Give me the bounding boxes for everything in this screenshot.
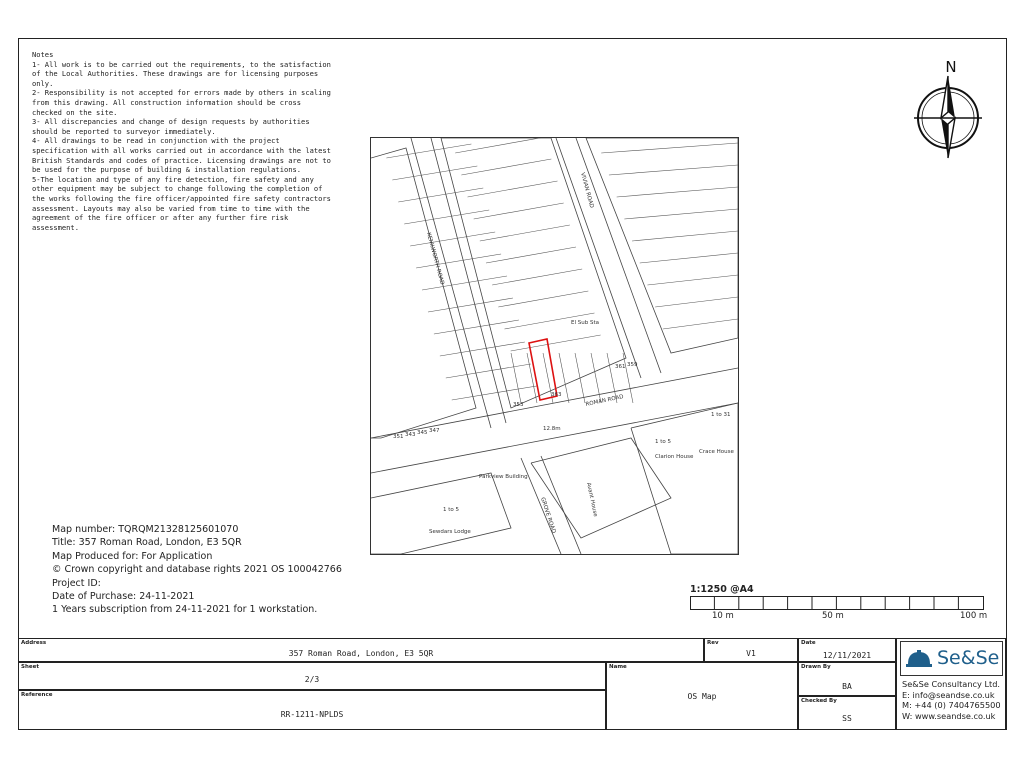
scale-ratio: 1:1250 @A4 xyxy=(690,584,754,595)
label-number: 353 xyxy=(513,402,524,408)
address-label: Address xyxy=(21,640,47,646)
scale-label-50m: 50 m xyxy=(822,611,844,621)
scale-label-100m: 100 m xyxy=(960,611,988,621)
label-number: 345 xyxy=(417,430,428,436)
label-number: 361 xyxy=(615,364,626,370)
project-id: Project ID: xyxy=(52,577,101,589)
map-info-block xyxy=(52,523,342,617)
company-phone: M: +44 (0) 7404765500 xyxy=(902,700,1001,710)
date-label: Date xyxy=(801,640,816,646)
note-5: 5-The location and type of any fire detection, fire safety and any other equipment may be subject to change following the completion of the works following the fire officer/appointed fire safety contractors assessment. Layouts may also be varied from time to time with the agreement of the fire officer or after any further fire risk assessment. xyxy=(32,174,331,232)
reference-label: Reference xyxy=(21,692,53,698)
notes-heading: Notes xyxy=(32,50,54,59)
label-level: 12.8m xyxy=(543,426,561,432)
north-arrow-icon xyxy=(908,56,988,160)
address-value: 357 Roman Road, London, E3 5QR xyxy=(288,649,434,658)
map-produced-for: Map Produced for: For Application xyxy=(52,550,213,562)
label-clarion-house: Clarion House xyxy=(655,454,694,460)
label-number: 343 xyxy=(405,432,416,438)
label-number: 1 to 5 xyxy=(655,439,672,445)
date-value: 12/11/2021 xyxy=(822,651,872,660)
map-number: Map number: TQRQM21328125601070 xyxy=(52,524,239,535)
reference-value: RR-1211-NPLDS xyxy=(280,710,344,719)
sheet-label: Sheet xyxy=(21,664,39,670)
drawn-by-cell xyxy=(798,662,896,696)
name-label: Name xyxy=(609,664,627,670)
rev-label: Rev xyxy=(707,640,719,646)
map-drawing xyxy=(371,138,738,554)
drawn-by-label: Drawn By xyxy=(801,664,831,670)
road-label-roman: ROMAN ROAD xyxy=(585,394,625,408)
os-map xyxy=(370,137,739,555)
hard-hat-icon xyxy=(904,644,934,674)
road-label-vivian: VIVIAN ROAD xyxy=(579,171,595,209)
scale-bar xyxy=(690,596,985,612)
reference-cell xyxy=(18,690,606,730)
name-value: OS Map xyxy=(687,692,717,701)
note-4: 4- All drawings to be read in conjunction with the project specification with all works carried out in accordance with the latest British Standards and codes of practice. Licensing drawings are not to be used for the purpose of building & installation regulations. xyxy=(32,136,331,175)
north-label: N xyxy=(945,58,957,76)
sheet-cell xyxy=(18,662,606,690)
drawn-by-value: BA xyxy=(842,682,852,691)
sheet-value: 2/3 xyxy=(304,675,320,684)
logo-wordmark: Se&Se xyxy=(937,647,1000,669)
note-2: 2- Responsibility is not accepted for errors made by others in scaling from this drawing. All construction information should be cross checked on the site. xyxy=(32,88,331,117)
road-label-kenilworth: KENILWORTH ROAD xyxy=(425,231,445,286)
date-of-purchase: Date of Purchase: 24-11-2021 xyxy=(52,591,195,603)
label-crace-house: Crace House xyxy=(699,449,734,455)
checked-by-value: SS xyxy=(842,714,852,723)
map-title: Title: 357 Roman Road, London, E3 5QR xyxy=(52,537,242,549)
company-block xyxy=(896,638,1006,730)
address-cell xyxy=(18,638,704,662)
label-parkview-building: Parkview Building xyxy=(479,474,528,480)
note-1: 1- All work is to be carried out the requirements, to the satisfaction of the Local Authorities. These drawings are for licensing purposes only. xyxy=(32,59,331,88)
scale-label-10m: 10 m xyxy=(712,611,734,621)
label-sewdars-lodge: Sewdars Lodge xyxy=(429,529,471,535)
label-number: 1 to 31 xyxy=(711,412,731,418)
company-email: E: info@seandse.co.uk xyxy=(902,689,995,700)
checked-by-label: Checked By xyxy=(801,698,837,704)
company-name: Se&Se Consultancy Ltd. xyxy=(902,679,1001,689)
site-boundary xyxy=(529,339,557,400)
subscription: 1 Years subscription from 24-11-2021 for 1 workstation. xyxy=(52,604,318,616)
date-cell xyxy=(798,638,896,662)
company-web: W: www.seandse.co.uk xyxy=(902,710,996,721)
label-number: 359 xyxy=(627,362,638,368)
label-number: 363 xyxy=(551,392,562,398)
label-el-sub-sta: El Sub Sta xyxy=(571,320,599,326)
label-avant-house: Avant House xyxy=(585,482,599,518)
label-number: 1 to 5 xyxy=(443,507,460,513)
rev-value: V1 xyxy=(746,649,756,658)
company-logo xyxy=(900,641,1003,676)
rev-cell xyxy=(704,638,798,662)
name-cell xyxy=(606,662,798,730)
label-number: 347 xyxy=(429,428,440,434)
road-label-grove: GROVE ROAD xyxy=(539,496,557,535)
checked-by-cell xyxy=(798,696,896,730)
map-copyright: © Crown copyright and database rights 2021 OS 100042766 xyxy=(52,564,342,576)
notes-block xyxy=(32,50,332,232)
note-3: 3- All discrepancies and change of design requests by authorities should be reported to surveyor immediately. xyxy=(32,117,310,136)
label-number: 351 xyxy=(393,434,404,440)
